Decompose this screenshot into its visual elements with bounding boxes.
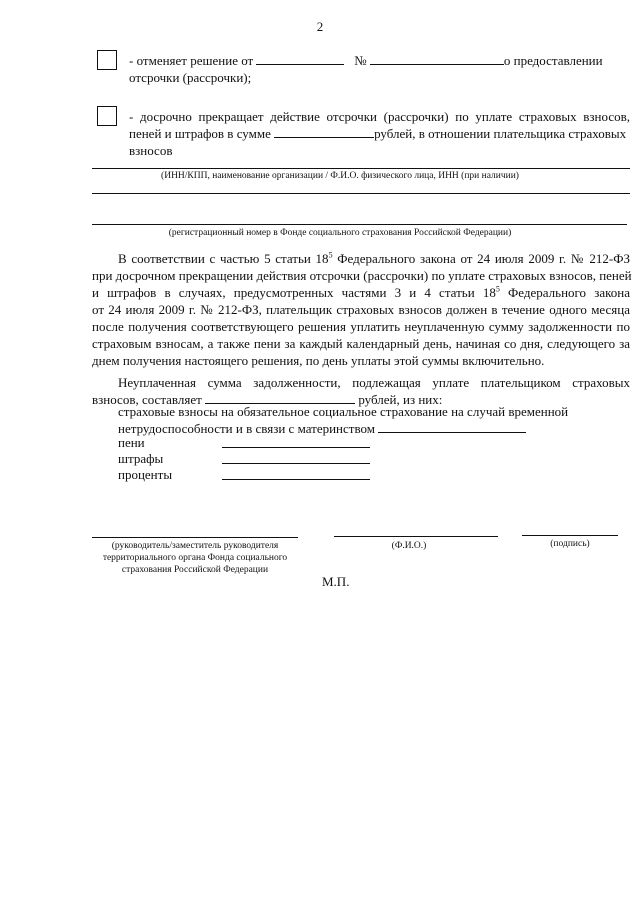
option-early-termination-checkbox[interactable] <box>97 106 117 126</box>
payer-input-line-2[interactable] <box>92 193 630 194</box>
p1-line4: от 24 июля 2009 г. № 212-ФЗ, плательщик страховых взносов должен в течение одного месяца <box>92 302 630 317</box>
p2-line1: Неуплаченная сумма задолженности, подлежащая уплате плательщиком страховых <box>118 375 630 390</box>
signature-line[interactable] <box>522 535 618 536</box>
signature-caption: (подпись) <box>550 539 590 549</box>
page-number: 2 <box>316 19 324 34</box>
option2-line2 <box>129 125 626 142</box>
decision-date-field[interactable] <box>256 52 344 65</box>
option2-line1: - досрочно прекращает действие отсрочки (рассрочки) по уплате страховых взносов, <box>129 109 630 124</box>
interest-amount-field[interactable] <box>222 479 370 480</box>
p1-line5: после получения соответствующего решения уплатить неуплаченную сумму задолженности по <box>92 319 630 334</box>
caption-payer: (ИНН/КПП, наименование организации / Ф.И.О. физического лица, ИНН (при наличии) <box>161 171 519 181</box>
fio-caption: (Ф.И.О.) <box>391 541 427 551</box>
insurance-line2: нетрудоспособности и в связи с материнством <box>118 420 526 437</box>
head-caption: (руководитель/заместитель руководителя территориального органа Фонда социального страхования Российской Федерации <box>102 541 288 575</box>
option1-text-after-number: о предоставлении <box>503 53 603 68</box>
option2-line2-before: пеней и штрафов в сумме <box>129 126 271 141</box>
p1-line6: страховым взносам, а также пени за каждый календарный день, начиная со дня, следующего за <box>92 336 630 351</box>
option1-text-before-date: - отменяет решение от <box>129 53 254 68</box>
p1-line7: днем получения настоящего решения, по день уплаты этой суммы включительно. <box>92 353 545 368</box>
penalties-amount-field[interactable] <box>222 447 370 448</box>
option1-line2: отсрочки (рассрочки); <box>129 70 252 85</box>
decision-number-field[interactable] <box>370 52 504 65</box>
interest-label: проценты <box>118 467 173 482</box>
reg-number-input-line[interactable] <box>92 224 627 225</box>
p1-line3: и штрафов в случаях, предусмотренных частями 3 и 4 статьи $18^5$ Федерального закона <box>92 284 630 300</box>
stamp-mark: М.П. <box>322 574 350 589</box>
p1-line2: при досрочном прекращении действия отсрочки (рассрочки) по уплате страховых взносов, пеней <box>92 268 632 283</box>
penalties-label: пени <box>118 435 145 450</box>
head-signature-line[interactable] <box>92 537 298 538</box>
insurance-line1: страховые взносы на обязательное социальное страхование на случай временной <box>118 404 569 419</box>
fines-label: штрафы <box>118 451 164 466</box>
fio-line[interactable] <box>334 536 498 537</box>
p1-line1: В соответствии с частью 5 статьи $18^5$ Федерального закона от 24 июля 2009 г. № 212-ФЗ <box>118 250 630 266</box>
option-cancel-decision-checkbox[interactable] <box>97 50 117 70</box>
termination-amount-field[interactable] <box>274 125 374 138</box>
number-sign: № <box>354 53 367 68</box>
insurance-amount-field[interactable] <box>378 420 526 433</box>
option2-line3: взносов <box>129 143 173 158</box>
paragraph-deadline <box>92 250 630 369</box>
p2-line2: взносов, составляет рублей, из них: <box>92 392 443 407</box>
option-cancel-decision-line1 <box>129 52 603 69</box>
fines-amount-field[interactable] <box>222 463 370 464</box>
payer-input-line[interactable] <box>92 168 630 169</box>
caption-reg-number: (регистрационный номер в Фонде социального страхования Российской Федерации) <box>168 228 512 238</box>
option2-line2-after: рублей, в отношении плательщика страховых <box>374 126 627 141</box>
